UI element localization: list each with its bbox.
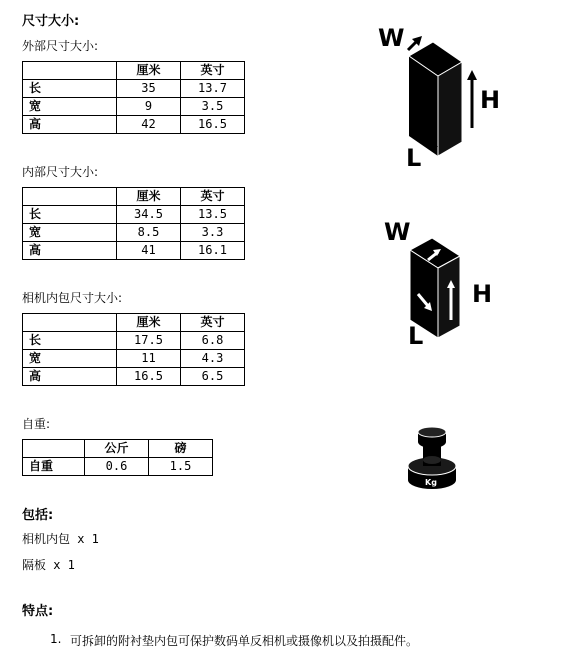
feature-number: 1. bbox=[50, 632, 62, 646]
table-row bbox=[23, 80, 245, 98]
cm-value: 42 bbox=[117, 116, 181, 134]
includes-item: 隔板 x 1 bbox=[22, 558, 75, 572]
table-row bbox=[23, 458, 213, 476]
row-label: 高 bbox=[23, 242, 117, 260]
row-label: 长 bbox=[23, 80, 117, 98]
length-label: L bbox=[406, 144, 422, 170]
cm-value: 35 bbox=[117, 80, 181, 98]
row-label: 长 bbox=[23, 206, 117, 224]
row-label: 宽 bbox=[23, 224, 117, 242]
table-header-cell: 厘米 bbox=[117, 62, 181, 80]
cm-value: 9 bbox=[117, 98, 181, 116]
table-row bbox=[23, 350, 245, 368]
table-header-cell: 公斤 bbox=[85, 440, 149, 458]
inch-value: 3.3 bbox=[181, 224, 245, 242]
row-label: 宽 bbox=[23, 98, 117, 116]
row-label: 长 bbox=[23, 332, 117, 350]
table-header-row bbox=[23, 188, 245, 206]
inch-value: 3.5 bbox=[181, 98, 245, 116]
cm-value: 34.5 bbox=[117, 206, 181, 224]
table-header-cell: 英寸 bbox=[181, 314, 245, 332]
height-label: H bbox=[480, 86, 501, 114]
table-row bbox=[23, 332, 245, 350]
table-row bbox=[23, 206, 245, 224]
table-header-cell: 厘米 bbox=[117, 188, 181, 206]
table-row bbox=[23, 242, 245, 260]
insert-size-table bbox=[22, 313, 245, 386]
row-label: 宽 bbox=[23, 350, 117, 368]
weight-icon bbox=[404, 424, 460, 494]
outer-size-label: 外部尺寸大小: bbox=[22, 39, 99, 53]
width-label: W bbox=[378, 24, 405, 52]
inch-value: 16.1 bbox=[181, 242, 245, 260]
cm-value: 11 bbox=[117, 350, 181, 368]
table-row bbox=[23, 368, 245, 386]
features-title: 特点: bbox=[22, 604, 54, 619]
table-header-cell: 英寸 bbox=[181, 188, 245, 206]
cm-value: 41 bbox=[117, 242, 181, 260]
weight-table bbox=[22, 439, 213, 476]
table-header-row bbox=[23, 314, 245, 332]
height-label: H bbox=[472, 280, 493, 308]
insert-size-label: 相机内包尺寸大小: bbox=[22, 291, 123, 305]
inner-size-label: 内部尺寸大小: bbox=[22, 165, 99, 179]
row-label: 高 bbox=[23, 116, 117, 134]
inch-value: 16.5 bbox=[181, 116, 245, 134]
table-row bbox=[23, 98, 245, 116]
length-label: L bbox=[408, 322, 424, 348]
cm-value: 17.5 bbox=[117, 332, 181, 350]
table-header-row bbox=[23, 62, 245, 80]
table-header-row bbox=[23, 440, 213, 458]
inch-value: 13.7 bbox=[181, 80, 245, 98]
inner-size-table bbox=[22, 187, 245, 260]
table-header-cell: 英寸 bbox=[181, 62, 245, 80]
table-header-cell: 厘米 bbox=[117, 314, 181, 332]
lb-value: 1.5 bbox=[149, 458, 213, 476]
size-title: 尺寸大小: bbox=[22, 14, 80, 29]
inch-value: 13.5 bbox=[181, 206, 245, 224]
outer-size-table bbox=[22, 61, 245, 134]
box-dimensions-icon bbox=[372, 18, 502, 170]
weight-unit-label: Kg bbox=[425, 478, 437, 487]
weight-label: 自重: bbox=[22, 417, 51, 431]
includes-item: 相机内包 x 1 bbox=[22, 532, 99, 546]
feature-text: 可拆卸的附衬垫内包可保护数码单反相机或摄像机以及拍摄配件。 bbox=[70, 634, 419, 648]
table-header-cell bbox=[23, 440, 85, 458]
inch-value: 4.3 bbox=[181, 350, 245, 368]
inch-value: 6.8 bbox=[181, 332, 245, 350]
width-label: W bbox=[384, 218, 411, 246]
row-label: 自重 bbox=[23, 458, 85, 476]
kg-value: 0.6 bbox=[85, 458, 149, 476]
inner-box-dimensions-icon bbox=[384, 216, 500, 348]
table-header-cell bbox=[23, 62, 117, 80]
inch-value: 6.5 bbox=[181, 368, 245, 386]
cm-value: 16.5 bbox=[117, 368, 181, 386]
row-label: 高 bbox=[23, 368, 117, 386]
cm-value: 8.5 bbox=[117, 224, 181, 242]
table-row bbox=[23, 224, 245, 242]
includes-title: 包括: bbox=[22, 508, 54, 523]
table-header-cell bbox=[23, 314, 117, 332]
table-header-cell: 磅 bbox=[149, 440, 213, 458]
table-header-cell bbox=[23, 188, 117, 206]
table-row bbox=[23, 116, 245, 134]
